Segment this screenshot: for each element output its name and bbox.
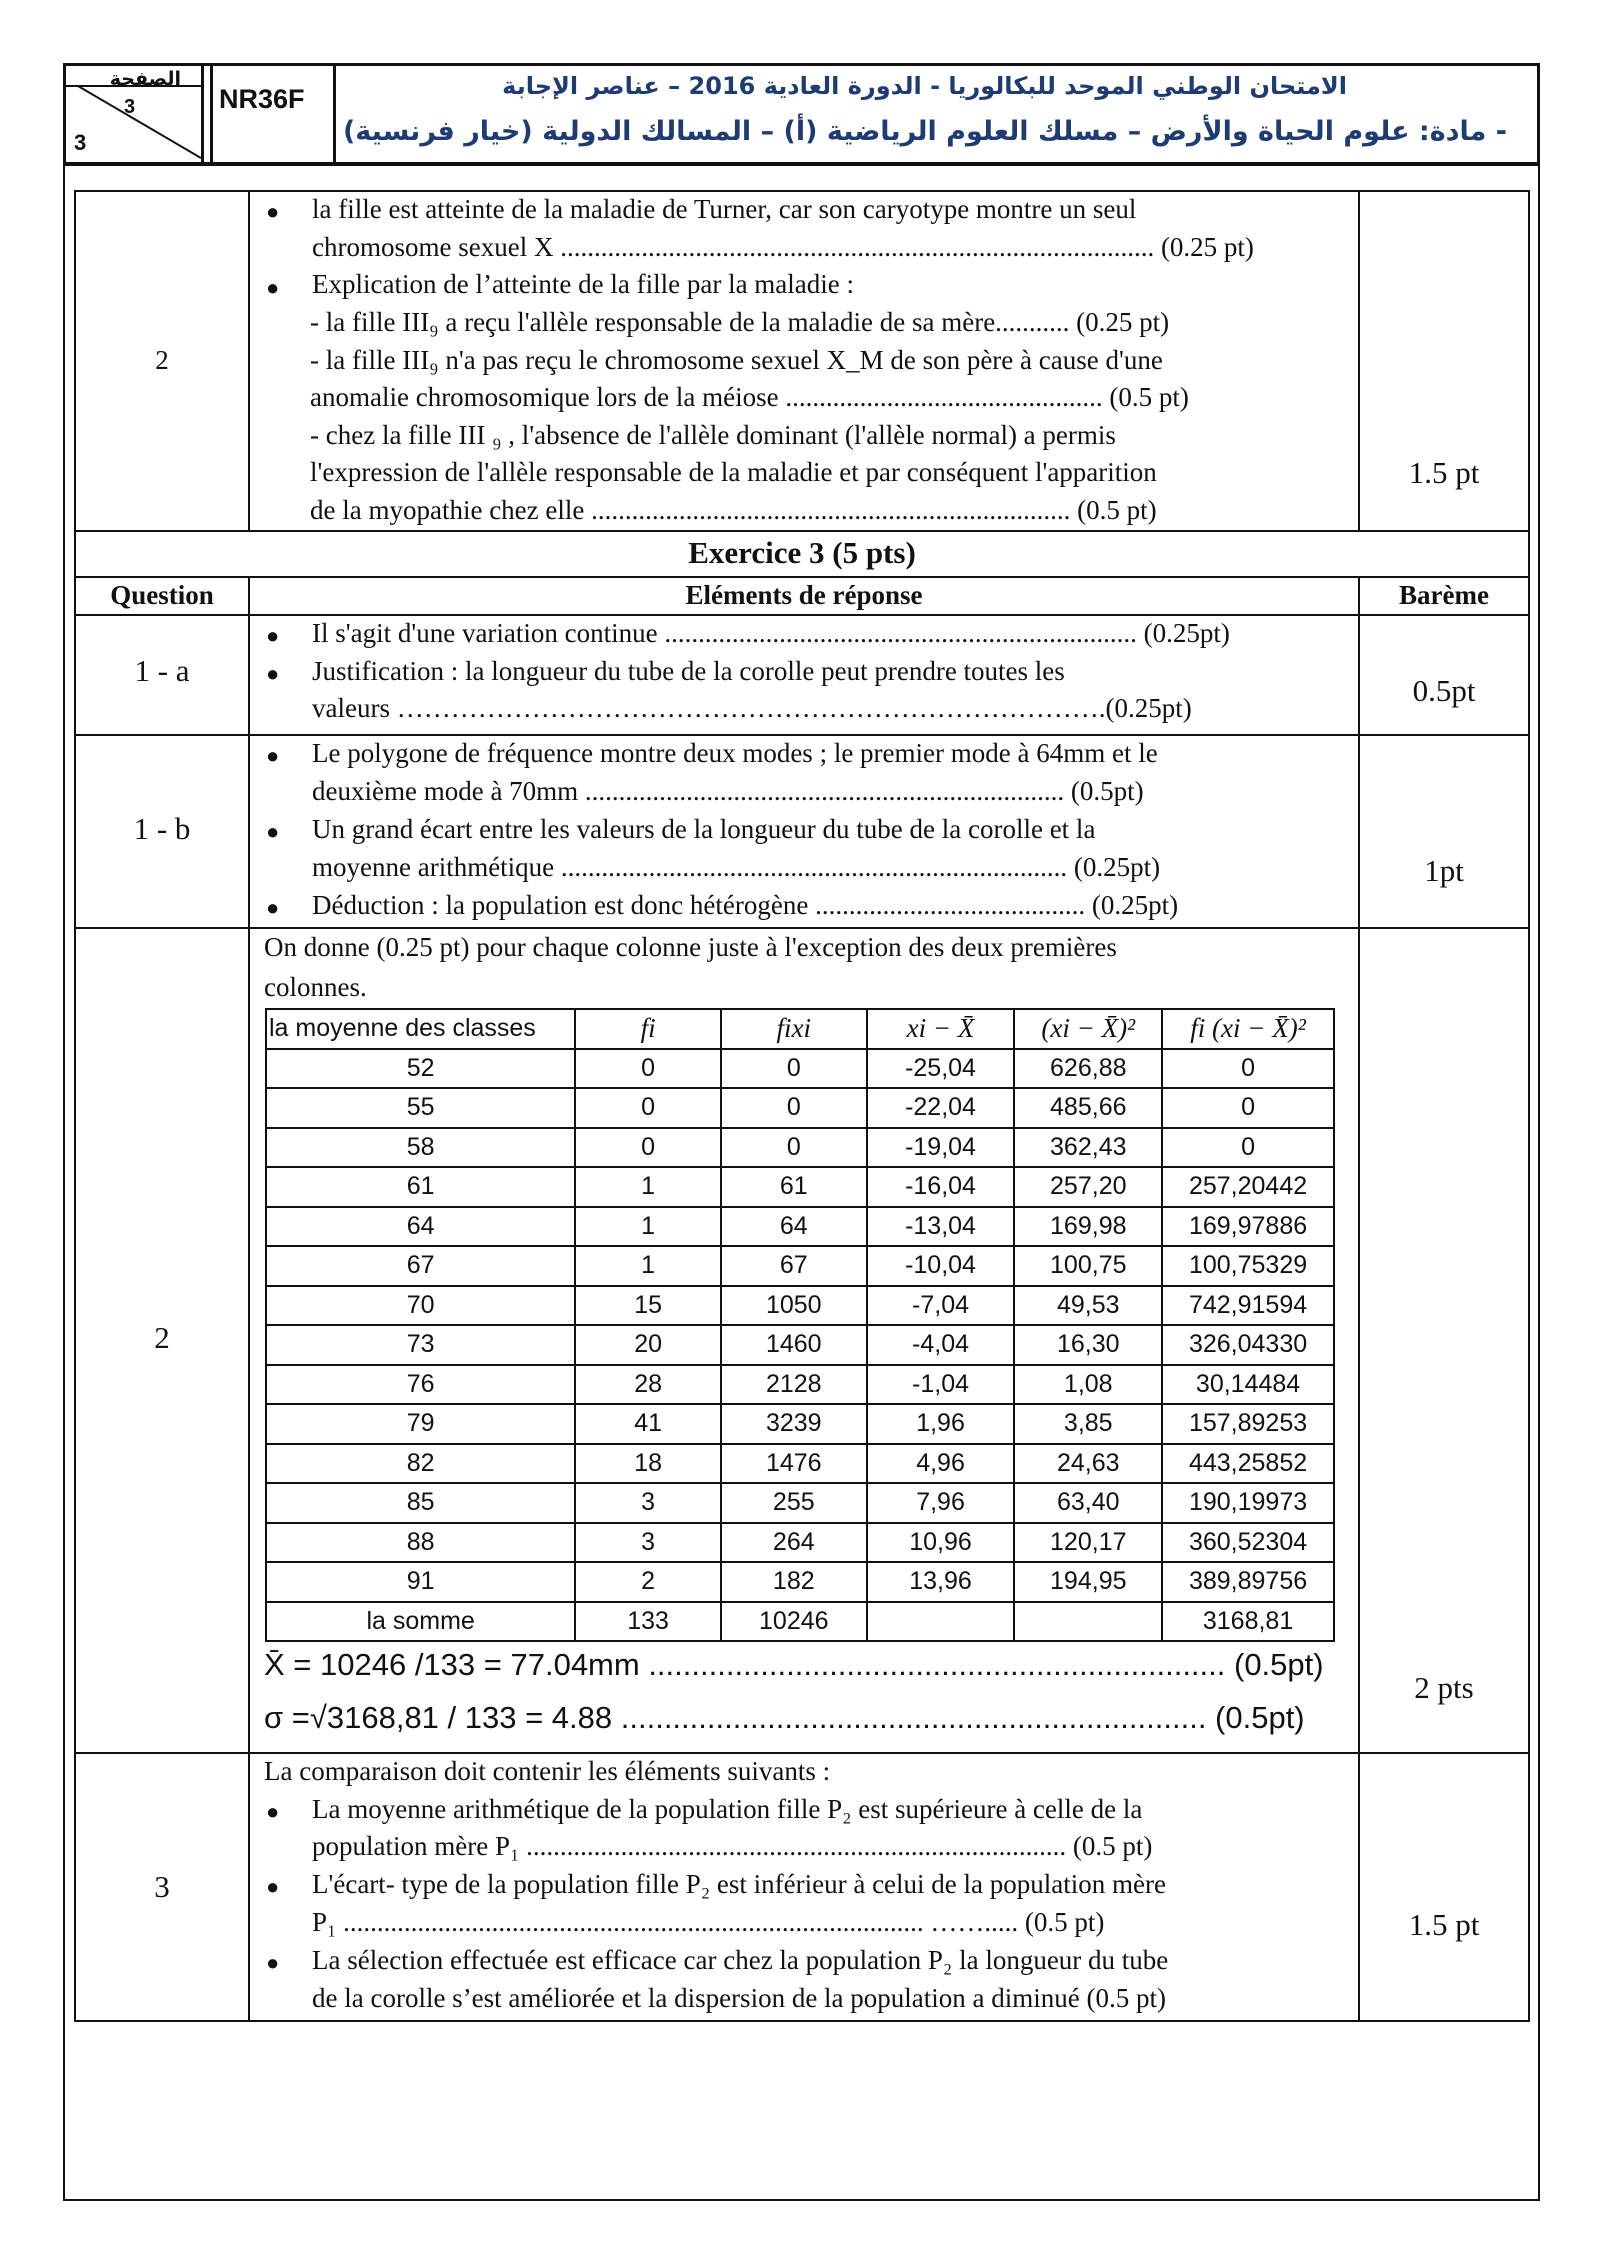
exercise-title: Exercice 3 (5 pts) bbox=[688, 535, 916, 570]
table-cell: 82 bbox=[266, 1444, 575, 1484]
table-cell: 64 bbox=[266, 1207, 575, 1247]
table-cell: 88 bbox=[266, 1523, 575, 1563]
q1a-score-cell bbox=[1358, 614, 1530, 736]
table-cell: 10246 bbox=[721, 1602, 867, 1642]
table-cell: 0 bbox=[721, 1049, 867, 1089]
table-row bbox=[266, 1246, 1334, 1286]
table-cell: 15 bbox=[575, 1286, 721, 1326]
table-cell: 169,98 bbox=[1014, 1207, 1162, 1247]
answer-line: P₁ ...................................................................................... ……..... (0.5 pt) bbox=[312, 1907, 1105, 1937]
table-cell: 626,88 bbox=[1014, 1049, 1162, 1089]
table-cell: -13,04 bbox=[867, 1207, 1015, 1247]
table-header: xi − X̄ bbox=[867, 1009, 1015, 1049]
table-cell: 326,04330 bbox=[1162, 1325, 1334, 1365]
table-header: fi bbox=[575, 1009, 721, 1049]
q1b-score: 1pt bbox=[1424, 853, 1464, 888]
exercise-title-cell bbox=[74, 530, 1530, 578]
answer-line: population mère P₁ ................................................................................ (0.5 pt) bbox=[312, 1831, 1153, 1861]
table-cell: -10,04 bbox=[867, 1246, 1015, 1286]
table-cell: 100,75329 bbox=[1162, 1246, 1334, 1286]
table-cell: 0 bbox=[1162, 1088, 1334, 1128]
bullet-icon: ● bbox=[266, 661, 280, 686]
q2-intro-line1: On donne (0.25 pt) pour chaque colonne juste à l'exception des deux premières bbox=[264, 932, 1117, 962]
exam-title-line2: - مادة: علوم الحياة والأرض – مسلك العلوم الرياضية (أ) – المسالك الدولية (خيار فرنسية) bbox=[342, 116, 1507, 147]
q3-answer-cell bbox=[248, 1752, 1360, 2022]
table-row bbox=[266, 1128, 1334, 1168]
table-cell: 67 bbox=[266, 1246, 575, 1286]
table-row bbox=[266, 1404, 1334, 1444]
table-cell: 16,30 bbox=[1014, 1325, 1162, 1365]
table-cell bbox=[1014, 1602, 1162, 1642]
q1a-answer-cell bbox=[248, 614, 1360, 736]
table-cell: 157,89253 bbox=[1162, 1404, 1334, 1444]
q2-score-cell bbox=[1358, 927, 1530, 1754]
table-cell: 100,75 bbox=[1014, 1246, 1162, 1286]
col-header-question-label: Question bbox=[110, 580, 214, 610]
table-cell: 264 bbox=[721, 1523, 867, 1563]
table-cell: 52 bbox=[266, 1049, 575, 1089]
table-cell: -19,04 bbox=[867, 1128, 1015, 1168]
col-header-elements-label: Eléments de réponse bbox=[685, 580, 923, 610]
answer-line: de la myopathie chez elle ....................................................................... (0.5 pt) bbox=[310, 495, 1157, 525]
table-row bbox=[266, 1049, 1334, 1089]
table-cell: -16,04 bbox=[867, 1167, 1015, 1207]
table-cell: -1,04 bbox=[867, 1365, 1015, 1405]
table-cell: 7,96 bbox=[867, 1483, 1015, 1523]
table-cell: 1460 bbox=[721, 1325, 867, 1365]
page-number-box bbox=[66, 66, 204, 163]
table-header: la moyenne des classes bbox=[266, 1009, 575, 1049]
table-cell: la somme bbox=[266, 1602, 575, 1642]
table-cell: 257,20442 bbox=[1162, 1167, 1334, 1207]
table-cell: 362,43 bbox=[1014, 1128, 1162, 1168]
table-cell: 79 bbox=[266, 1404, 575, 1444]
table-cell: 0 bbox=[1162, 1049, 1334, 1089]
table-cell: 1,08 bbox=[1014, 1365, 1162, 1405]
table-cell: 3 bbox=[575, 1523, 721, 1563]
answer-line: - chez la fille III ₉ , l'absence de l'allèle dominant (l'allèle normal) a permis bbox=[310, 420, 1116, 450]
table-cell: 742,91594 bbox=[1162, 1286, 1334, 1326]
table-cell: 389,89756 bbox=[1162, 1562, 1334, 1602]
table-cell: -22,04 bbox=[867, 1088, 1015, 1128]
answer-line: - la fille III₉ n'a pas reçu le chromosome sexuel X_M de son père à cause d'une bbox=[310, 345, 1163, 375]
table-cell: 190,19973 bbox=[1162, 1483, 1334, 1523]
table-cell: 2 bbox=[575, 1562, 721, 1602]
table-cell: 63,40 bbox=[1014, 1483, 1162, 1523]
bullet-icon: ● bbox=[266, 1874, 280, 1899]
table-cell: -7,04 bbox=[867, 1286, 1015, 1326]
table-cell: 360,52304 bbox=[1162, 1523, 1334, 1563]
table-cell: 18 bbox=[575, 1444, 721, 1484]
bullet-icon: ● bbox=[266, 1950, 280, 1975]
table-cell: 3168,81 bbox=[1162, 1602, 1334, 1642]
table-cell: 443,25852 bbox=[1162, 1444, 1334, 1484]
table-row bbox=[266, 1167, 1334, 1207]
table-cell: 2128 bbox=[721, 1365, 867, 1405]
answer-line: La moyenne arithmétique de la population fille P₂ est supérieure à celle de la bbox=[312, 1794, 1143, 1824]
table-cell: 0 bbox=[721, 1128, 867, 1168]
answer-line: Un grand écart entre les valeurs de la longueur du tube de la corolle et la bbox=[312, 814, 1096, 844]
answer-line: Le polygone de fréquence montre deux modes ; le premier mode à 64mm et le bbox=[312, 738, 1158, 768]
answer-line: l'expression de l'allèle responsable de la maladie et par conséquent l'apparition bbox=[310, 457, 1157, 487]
exam-code-box bbox=[210, 66, 336, 163]
table-row bbox=[266, 1483, 1334, 1523]
q2-score: 2 pts bbox=[1414, 1670, 1474, 1705]
table-cell: 1476 bbox=[721, 1444, 867, 1484]
page-total: 3 bbox=[74, 130, 87, 155]
table-cell: 70 bbox=[266, 1286, 575, 1326]
page-label: الصفحة bbox=[109, 68, 181, 90]
q2-prev-score: 1.5 pt bbox=[1408, 455, 1480, 490]
table-cell: 55 bbox=[266, 1088, 575, 1128]
table-cell: 0 bbox=[575, 1049, 721, 1089]
table-cell: 24,63 bbox=[1014, 1444, 1162, 1484]
bullet-icon: ● bbox=[266, 623, 280, 648]
table-body bbox=[266, 1049, 1334, 1642]
table-cell: 1050 bbox=[721, 1286, 867, 1326]
exam-titles bbox=[336, 66, 1527, 163]
table-cell: 1 bbox=[575, 1167, 721, 1207]
table-cell: 485,66 bbox=[1014, 1088, 1162, 1128]
table-cell: 133 bbox=[575, 1602, 721, 1642]
table-row bbox=[266, 1286, 1334, 1326]
table-cell: 0 bbox=[1162, 1128, 1334, 1168]
table-cell: 255 bbox=[721, 1483, 867, 1523]
bullet-icon: ● bbox=[266, 1799, 280, 1824]
table-cell: 1 bbox=[575, 1246, 721, 1286]
col-header-bareme bbox=[1358, 576, 1530, 616]
table-cell: 0 bbox=[721, 1088, 867, 1128]
table-row bbox=[266, 1325, 1334, 1365]
q3-number: 3 bbox=[154, 1869, 170, 1904]
exam-code: NR36F bbox=[219, 84, 305, 114]
table-cell: -25,04 bbox=[867, 1049, 1015, 1089]
q1a-number: 1 - a bbox=[134, 653, 190, 688]
table-row bbox=[266, 1365, 1334, 1405]
col-header-elements bbox=[248, 576, 1360, 616]
table-cell: -4,04 bbox=[867, 1325, 1015, 1365]
col-header-question bbox=[74, 576, 250, 616]
bullet-icon: ● bbox=[266, 199, 280, 224]
answer-line: Il s'agit d'une variation continue ...................................................................... (0.25pt) bbox=[312, 618, 1230, 648]
table-cell: 64 bbox=[721, 1207, 867, 1247]
table-cell: 3,85 bbox=[1014, 1404, 1162, 1444]
table-cell: 61 bbox=[266, 1167, 575, 1207]
answer-line: Déduction : la population est donc hétérogène ........................................ (0.25pt) bbox=[312, 890, 1179, 920]
q1a-number-cell bbox=[74, 614, 250, 736]
q3-intro: La comparaison doit contenir les éléments suivants : bbox=[264, 1756, 831, 1786]
q1b-answer-cell bbox=[248, 734, 1360, 929]
table-cell: 257,20 bbox=[1014, 1167, 1162, 1207]
table-cell: 182 bbox=[721, 1562, 867, 1602]
q1b-number: 1 - b bbox=[133, 811, 191, 846]
table-cell: 10,96 bbox=[867, 1523, 1015, 1563]
table-cell: 67 bbox=[721, 1246, 867, 1286]
table-row bbox=[266, 1562, 1334, 1602]
q3-score: 1.5 pt bbox=[1408, 1907, 1480, 1942]
table-cell: 3 bbox=[575, 1483, 721, 1523]
bullet-icon: ● bbox=[266, 275, 280, 300]
q3-number-cell bbox=[74, 1752, 250, 2022]
std-formula: σ =√3168,81 / 133 = 4.88 .................................................................... (0.5pt) bbox=[264, 1700, 1305, 1735]
table-cell: 1,96 bbox=[867, 1404, 1015, 1444]
answer-line: valeurs …………………………………………………………………….(0.25pt) bbox=[312, 693, 1192, 723]
page-number: 3 bbox=[124, 96, 136, 118]
bullet-icon: ● bbox=[266, 819, 280, 844]
q3-score-cell bbox=[1358, 1752, 1530, 2022]
q2-prev-number-cell bbox=[74, 190, 250, 532]
table-cell: 0 bbox=[575, 1128, 721, 1168]
answer-line: moyenne arithmétique ........................................................................... (0.25pt) bbox=[312, 852, 1161, 882]
table-cell: 30,14484 bbox=[1162, 1365, 1334, 1405]
bullet-icon: ● bbox=[266, 895, 280, 920]
q1b-score-cell bbox=[1358, 734, 1530, 929]
answer-line: Explication de l’atteinte de la fille par la maladie : bbox=[312, 269, 855, 299]
table-cell: 41 bbox=[575, 1404, 721, 1444]
table-header: fixi bbox=[721, 1009, 867, 1049]
table-cell: 4,96 bbox=[867, 1444, 1015, 1484]
q2-number: 2 bbox=[154, 1320, 170, 1355]
col-header-bareme-label: Barème bbox=[1399, 580, 1489, 610]
table-cell: 169,97886 bbox=[1162, 1207, 1334, 1247]
table-sum-row bbox=[266, 1602, 1334, 1642]
answer-line: L'écart- type de la population fille P₂ est inférieur à celui de la population mère bbox=[312, 1869, 1166, 1899]
answer-line: anomalie chromosomique lors de la méiose ............................................... (0.5 pt) bbox=[310, 382, 1189, 412]
exam-title-line1: الامتحان الوطني الموحد للبكالوريا - الدورة العادية 2016 – عناصر الإجابة bbox=[502, 72, 1347, 100]
answer-line: Justification : la longueur du tube de la corolle peut prendre toutes les bbox=[312, 656, 1065, 686]
table-cell: 1 bbox=[575, 1207, 721, 1247]
table-row bbox=[266, 1444, 1334, 1484]
q2-prev-score-cell bbox=[1358, 190, 1530, 532]
bullet-icon: ● bbox=[266, 743, 280, 768]
answer-line: chromosome sexuel X ........................................................................................ (0.25 pt) bbox=[312, 232, 1254, 262]
answer-line: de la corolle s’est améliorée et la dispersion de la population a diminué (0.5 pt) bbox=[312, 1983, 1166, 2013]
table-cell: 120,17 bbox=[1014, 1523, 1162, 1563]
table-row bbox=[266, 1523, 1334, 1563]
table-header: (xi − X̄)² bbox=[1014, 1009, 1162, 1049]
q2-prev-number: 2 bbox=[155, 345, 169, 375]
table-cell: 13,96 bbox=[867, 1562, 1015, 1602]
q2-number-cell bbox=[74, 927, 250, 1754]
table-cell: 73 bbox=[266, 1325, 575, 1365]
table-cell: 49,53 bbox=[1014, 1286, 1162, 1326]
q2-intro-line2: colonnes. bbox=[264, 972, 367, 1002]
table-header: fi (xi − X̄)² bbox=[1162, 1009, 1334, 1049]
q1a-score: 0.5pt bbox=[1412, 673, 1476, 708]
answer-line: la fille est atteinte de la maladie de Turner, car son caryotype montre un seul bbox=[312, 194, 1137, 224]
table-cell: 91 bbox=[266, 1562, 575, 1602]
table-cell: 28 bbox=[575, 1365, 721, 1405]
table-cell bbox=[867, 1602, 1015, 1642]
table-cell: 76 bbox=[266, 1365, 575, 1405]
table-cell: 20 bbox=[575, 1325, 721, 1365]
statistics-table bbox=[265, 1008, 1335, 1642]
table-header-row bbox=[266, 1009, 1334, 1049]
table-cell: 0 bbox=[575, 1088, 721, 1128]
table-cell: 194,95 bbox=[1014, 1562, 1162, 1602]
answer-line: deuxième mode à 70mm ....................................................................... (0.5pt) bbox=[312, 776, 1144, 806]
answer-line: - la fille III₉ a reçu l'allèle responsable de la maladie de sa mère........... (0.25 pt) bbox=[310, 307, 1170, 337]
exam-header bbox=[63, 63, 1540, 166]
mean-formula: X̄ = 10246 /133 = 77.04mm ................................................................... (0.5pt) bbox=[264, 1647, 1324, 1682]
q2-prev-answer-cell bbox=[248, 190, 1360, 532]
table-row bbox=[266, 1088, 1334, 1128]
table-cell: 85 bbox=[266, 1483, 575, 1523]
table-cell: 61 bbox=[721, 1167, 867, 1207]
table-cell: 3239 bbox=[721, 1404, 867, 1444]
answer-line: La sélection effectuée est efficace car chez la population P₂ la longueur du tube bbox=[312, 1945, 1169, 1975]
table-cell: 58 bbox=[266, 1128, 575, 1168]
q1b-number-cell bbox=[74, 734, 250, 929]
table-row bbox=[266, 1207, 1334, 1247]
